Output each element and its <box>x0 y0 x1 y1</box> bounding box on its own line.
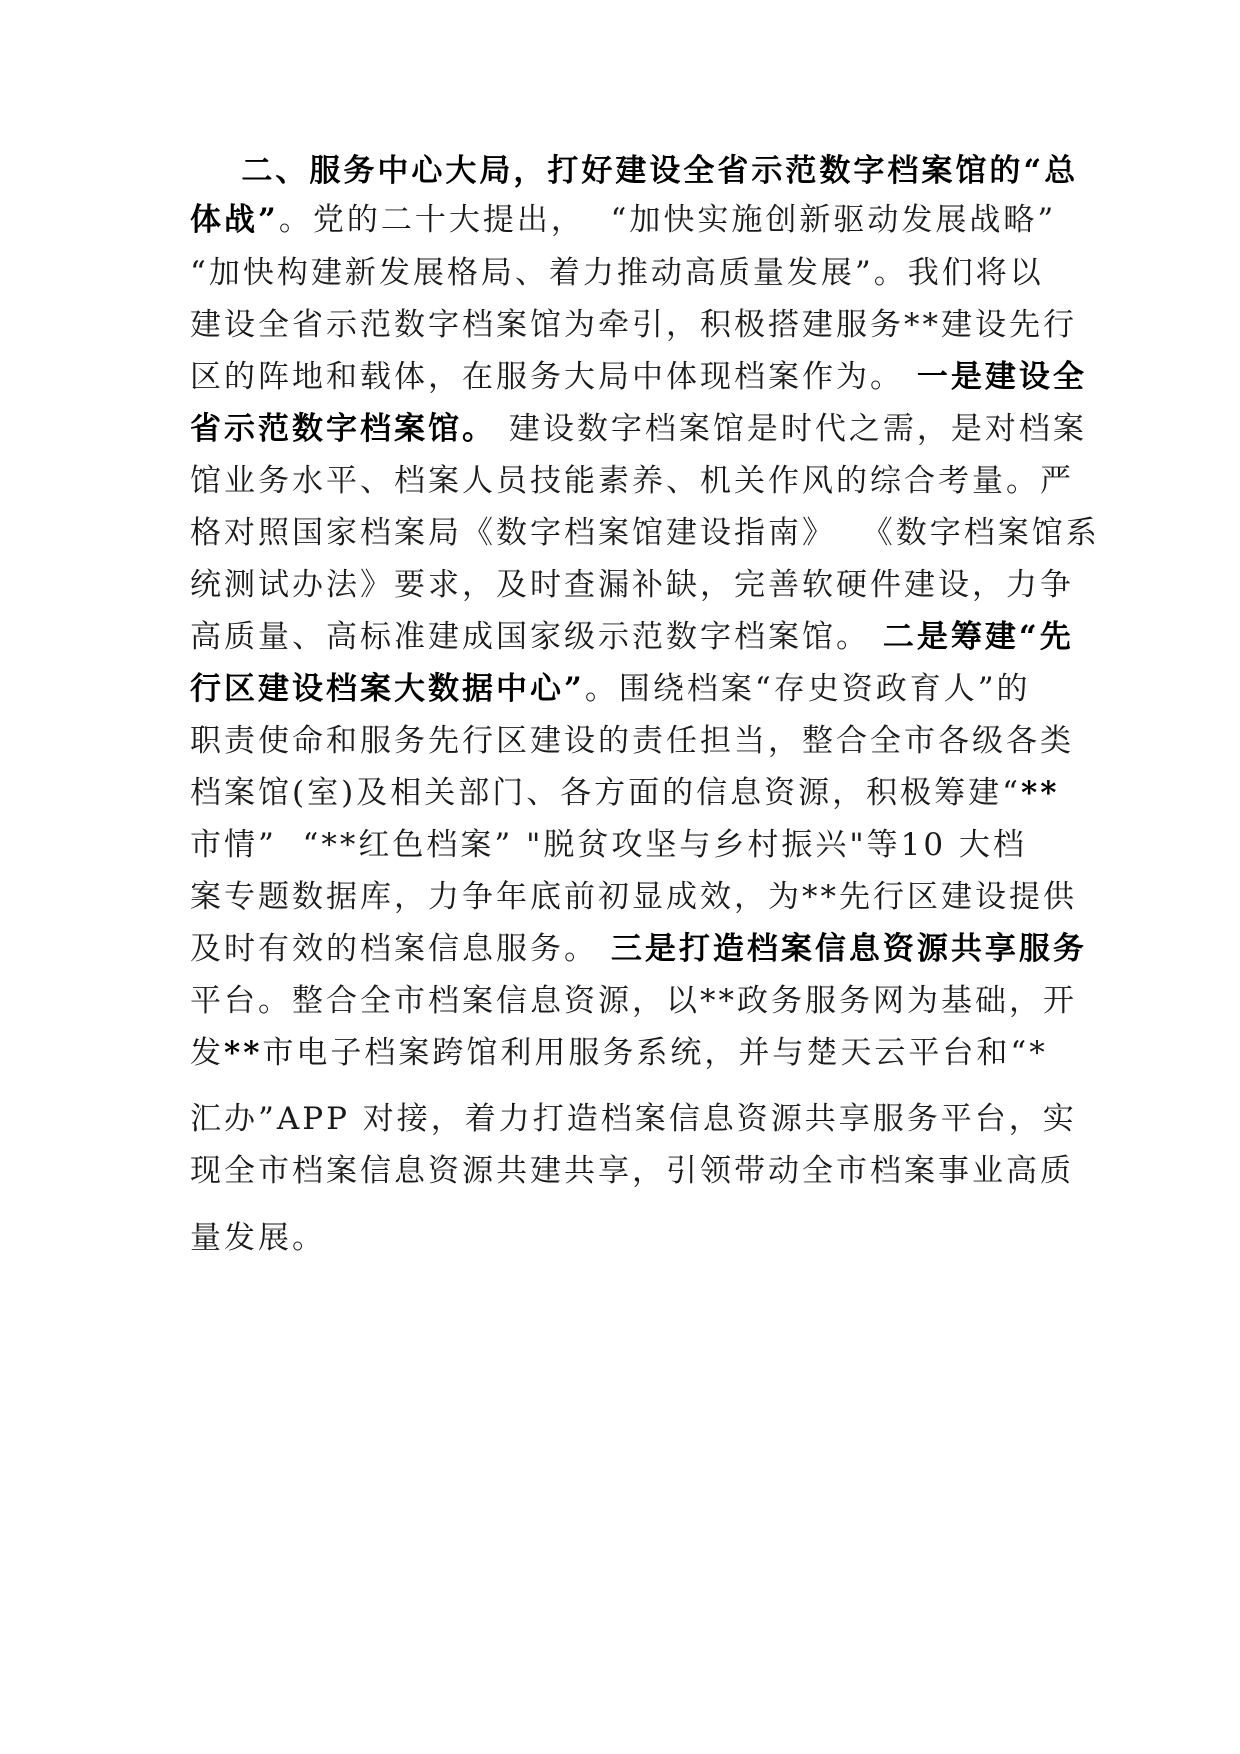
text-line: 及时有效的档案信息服务。 三是打造档案信息资源共享服务 <box>190 931 1087 967</box>
text-line: 统测试办法》要求，及时查漏补缺，完善软硬件建设，力争 <box>190 567 1074 603</box>
text-line: 汇办”APP 对接，着力打造档案信息资源共享服务平台，实 <box>190 1101 1077 1137</box>
text-line: 二、服务中心大局，打好建设全省示范数字档案馆的“总 <box>241 153 1079 189</box>
text-line: 格对照国家档案局《数字档案馆建设指南》 《数字档案馆系 <box>190 515 1100 551</box>
text-line: 馆业务水平、档案人员技能素养、机关作风的综合考量。严 <box>190 463 1074 499</box>
text-line: 发**市电子档案跨馆利用服务系统，并与楚天云平台和“* <box>190 1035 1048 1071</box>
text-line: 平台。整合全市档案信息资源，以**政务服务网为基础，开 <box>190 983 1077 1019</box>
text-line: 省示范数字档案馆。 建设数字档案馆是时代之需，是对档案 <box>190 411 1087 447</box>
text-line: 体战”。党的二十大提出， “加快实施创新驱动发展战略” <box>190 202 1057 238</box>
text-line: 建设全省示范数字档案馆为牵引，积极搭建服务**建设先行 <box>190 307 1077 343</box>
text-line: 行区建设档案大数据中心”。围绕档案“存史资政育人”的 <box>190 671 1031 707</box>
text-line: 职责使命和服务先行区建设的责任担当，整合全市各级各类 <box>190 723 1074 759</box>
text-line: 量发展。 <box>190 1220 326 1256</box>
text-line: 现全市档案信息资源共建共享，引领带动全市档案事业高质 <box>190 1153 1074 1189</box>
text-line: 案专题数据库，力争年底前初显成效，为**先行区建设提供 <box>190 879 1077 915</box>
text-line: 档案馆(室)及相关部门、各方面的信息资源，积极筹建“** <box>190 775 1060 811</box>
text-line: 区的阵地和载体，在服务大局中体现档案作为。 一是建设全 <box>190 359 1087 395</box>
text-line: “加快构建新发展格局、着力推动高质量发展”。我们将以 <box>190 255 1044 291</box>
text-line: 市情” “**红色档案” "脱贫攻坚与乡村振兴"等10 大档 <box>190 827 1027 863</box>
text-line: 高质量、高标准建成国家级示范数字档案馆。 二是筹建“先 <box>190 619 1074 655</box>
